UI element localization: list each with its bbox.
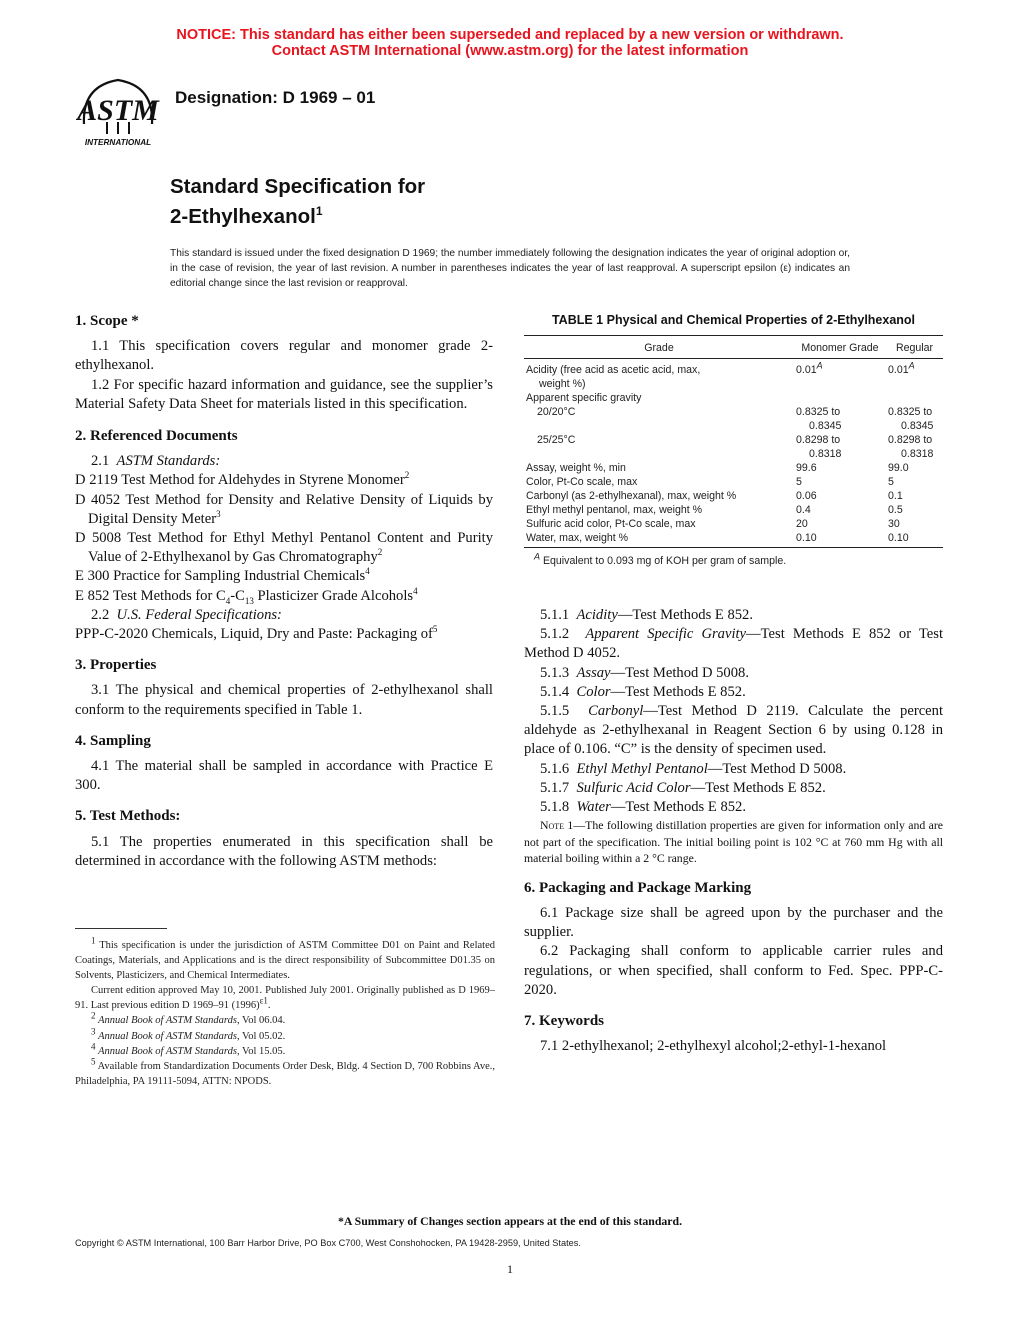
astm-logo [76, 72, 160, 150]
title-line-1: Standard Specification for [170, 175, 426, 198]
table-row: Color, Pt-Co scale, max 5 5 [526, 476, 894, 488]
table-row: Water, max, weight % 0.10 0.10 [524, 531, 943, 548]
footnote-1: $^1$ This specification is under the jurisdiction of ASTM Committee D01 on Paint and Related Coatings, Materials, and Applications and is the direct responsibility of Subcommittee D01.35 on Solvents, Plasticizers, and Chemical Intermediates. [75, 935, 495, 982]
properties-3-1: 3.1 The physical and chemical properties of 2-ethylhexanol shall conform to the requirements specified in Table 1. [75, 682, 493, 718]
method-5-1-2: 5.1.2 Apparent Specific Gravity—Test Methods E 852 or Test Method D 4052. [524, 626, 944, 662]
footnote-3: $^3$ Annual Book of ASTM Standards, Vol 05.02. [91, 1026, 286, 1042]
notice-line-1: NOTICE: This standard has either been superseded and replaced by a new version or withdrawn. [176, 27, 844, 43]
ref-e300: E 300 Practice for Sampling Industrial Chemicals$^4$ [75, 566, 370, 585]
table-row: 20/20°C 0.8325 to 0.8345 0.8325 to 0.8345 [537, 406, 934, 432]
copyright: Copyright © ASTM International, 100 Barr Harbor Drive, PO Box C700, West Conshohocken, PA 19428-2959, United States. [75, 1238, 581, 1248]
table-row: Assay, weight %, min 99.6 99.0 [526, 462, 909, 474]
table-caption: TABLE 1 Physical and Chemical Properties of 2-Ethylhexanol [551, 313, 916, 327]
issuance-statement: This standard is issued under the fixed designation D 1969; the number immediately following the designation indicates the year of original adoption or, in the case of revision, the year of last revision. A number in parentheses indicates the year of last reapproval. A superscript epsilon (ε) indicates an editorial change since the last revision or reapproval. [170, 248, 850, 289]
method-5-1-7: 5.1.7 Sulfuric Acid Color—Test Methods E 852. [540, 779, 826, 796]
scope-1-2: 1.2 For specific hazard information and guidance, see the supplier’s Material Safety Data Sheet for materials listed in this specification. [75, 376, 493, 412]
footnote-divider [75, 928, 167, 929]
table-row: Acidity (free acid as acetic acid, max, weight %) $0.01^A$ $0.01^A$ [526, 360, 915, 390]
astm-standards-label: 2.1 ASTM Standards: [91, 453, 221, 470]
header-regular: Regular [886, 336, 943, 359]
designation: Designation: D 1969 – 01 [175, 88, 376, 107]
scope-heading: 1. Scope * [75, 313, 139, 329]
table-row: 25/25°C 0.8298 to 0.8318 0.8298 to 0.8318 [537, 434, 934, 460]
table-footnote: $^A$ Equivalent to 0.093 mg of KOH per gram of sample. [534, 551, 787, 567]
footnote-2: $^2$ Annual Book of ASTM Standards, Vol 06.04. [91, 1010, 286, 1027]
logo-letters: ASTM [77, 94, 159, 127]
table-row: Apparent specific gravity [526, 392, 642, 404]
method-5-1-1: 5.1.1 Acidity—Test Methods E 852. [540, 607, 754, 623]
astm-logo-icon [76, 72, 160, 150]
table-row: Sulfuric acid color, Pt-Co scale, max 20 30 [526, 518, 900, 530]
right-column [524, 606, 943, 1056]
ref-e852: E 852 Test Methods for $C_4-C_{13}$ Plasticizer Grade Alcohols$^4$ [75, 585, 418, 606]
method-5-1-4: 5.1.4 Color—Test Methods E 852. [540, 683, 746, 700]
ref-d5008: D 5008 Test Method for Ethyl Methyl Pentanol Content and Purity Value of 2-Ethylhexanol by Gas Chromatography$^2$ [75, 530, 493, 566]
table-row: Carbonyl (as 2-ethylhexanal), max, weight % 0.06 0.1 [526, 490, 903, 502]
logo-label: INTERNATIONAL [84, 138, 152, 147]
ref-d4052: D 4052 Test Method for Density and Relative Density of Liquids by Digital Density Meter$^3$ [75, 491, 493, 527]
properties-heading: 3. Properties [75, 657, 157, 674]
test-methods-heading: 5. Test Methods: [75, 808, 181, 825]
method-5-1-6: 5.1.6 Ethyl Methyl Pentanol—Test Method D 5008. [540, 760, 847, 777]
header-grade: Grade [524, 336, 794, 359]
table-row: Ethyl methyl pentanol, max, weight % 0.4 0.5 [526, 504, 903, 516]
title-footnote-ref: 1 [315, 204, 323, 218]
ref-d2119: D 2119 Test Method for Aldehydes in Styrene Monomer$^2$ [75, 470, 410, 489]
footnote-1-edition: Current edition approved May 10, 2001. Published July 2001. Originally published as D 1969–91. Last previous edition D 1969–91 $(1996)^{\varepsilon 1}$. [75, 985, 495, 1012]
method-5-1-5: 5.1.5 Carbonyl—Test Method D 2119. Calculate the percent aldehyde as 2-ethylhexanal in Reagent Section 6 by using 0.128 in place of 0.106. “C” is the density of specimen used. [524, 703, 943, 758]
packaging-6-1: 6.1 Package size shall be agreed upon by the purchaser and the supplier. [524, 904, 943, 941]
packaging-heading: 6. Packaging and Package Marking [524, 879, 752, 896]
method-5-1-3: 5.1.3 Assay—Test Method D 5008. [540, 664, 749, 681]
scope-1-1: 1.1 This specification covers regular and monomer grade 2-ethylhexanol. [75, 338, 493, 374]
table-1 [524, 313, 943, 567]
footnote-4: $^4$ Annual Book of ASTM Standards, Vol 15.05. [91, 1041, 286, 1057]
summary-of-changes-note: *A Summary of Changes section appears at the end of this standard. [337, 1214, 683, 1228]
properties-table [524, 335, 943, 548]
withdrawal-notice [0, 27, 1020, 59]
packaging-6-2: 6.2 Packaging shall conform to applicable carrier rules and regulations, or when specified, shall conform to Fed. Spec. PPP-C-2020. [524, 943, 943, 998]
notice-line-2: Contact ASTM International (www.astm.org) for the latest information [271, 43, 749, 59]
method-5-1-8: 5.1.8 Water—Test Methods E 852. [540, 799, 746, 816]
federal-specs-label: 2.2 U.S. Federal Specifications: [91, 606, 282, 623]
left-column [75, 312, 493, 871]
page-number: 1 [507, 1262, 513, 1276]
keywords-7-1: 7.1 2-ethylhexanol; 2-ethylhexyl alcohol;2-ethyl-1-hexanol [540, 1038, 887, 1055]
ref-ppp-c-2020: PPP-C-2020 Chemicals, Liquid, Dry and Paste: Packaging $of^5$ [75, 624, 438, 643]
title-line-2: 2-Ethylhexanol [170, 204, 316, 228]
footnote-5: $^5$ Available from Standardization Documents Order Desk, Bldg. 4 Section D, 700 Robbins Ave., Philadelphia, PA 19111-5094, ATTN: NPODS. [75, 1056, 496, 1087]
sampling-heading: 4. Sampling [75, 732, 151, 749]
sampling-4-1: 4.1 The material shall be sampled in accordance with Practice E 300. [75, 758, 493, 794]
refs-heading: 2. Referenced Documents [75, 428, 238, 445]
test-methods-5-1: 5.1 The properties enumerated in this specification shall be determined in accordance with the following ASTM methods: [75, 833, 493, 869]
page-title [170, 174, 425, 229]
keywords-heading: 7. Keywords [524, 1012, 604, 1029]
header-monomer: Monomer Grade [794, 336, 886, 359]
footnotes [75, 935, 496, 1089]
note-1: Note 1—The following distillation properties are given for information only and are not part of the specification. The initial boiling point is 102 °C at 760 mm Hg with all material boiling within a 2 °C range. [524, 818, 943, 866]
